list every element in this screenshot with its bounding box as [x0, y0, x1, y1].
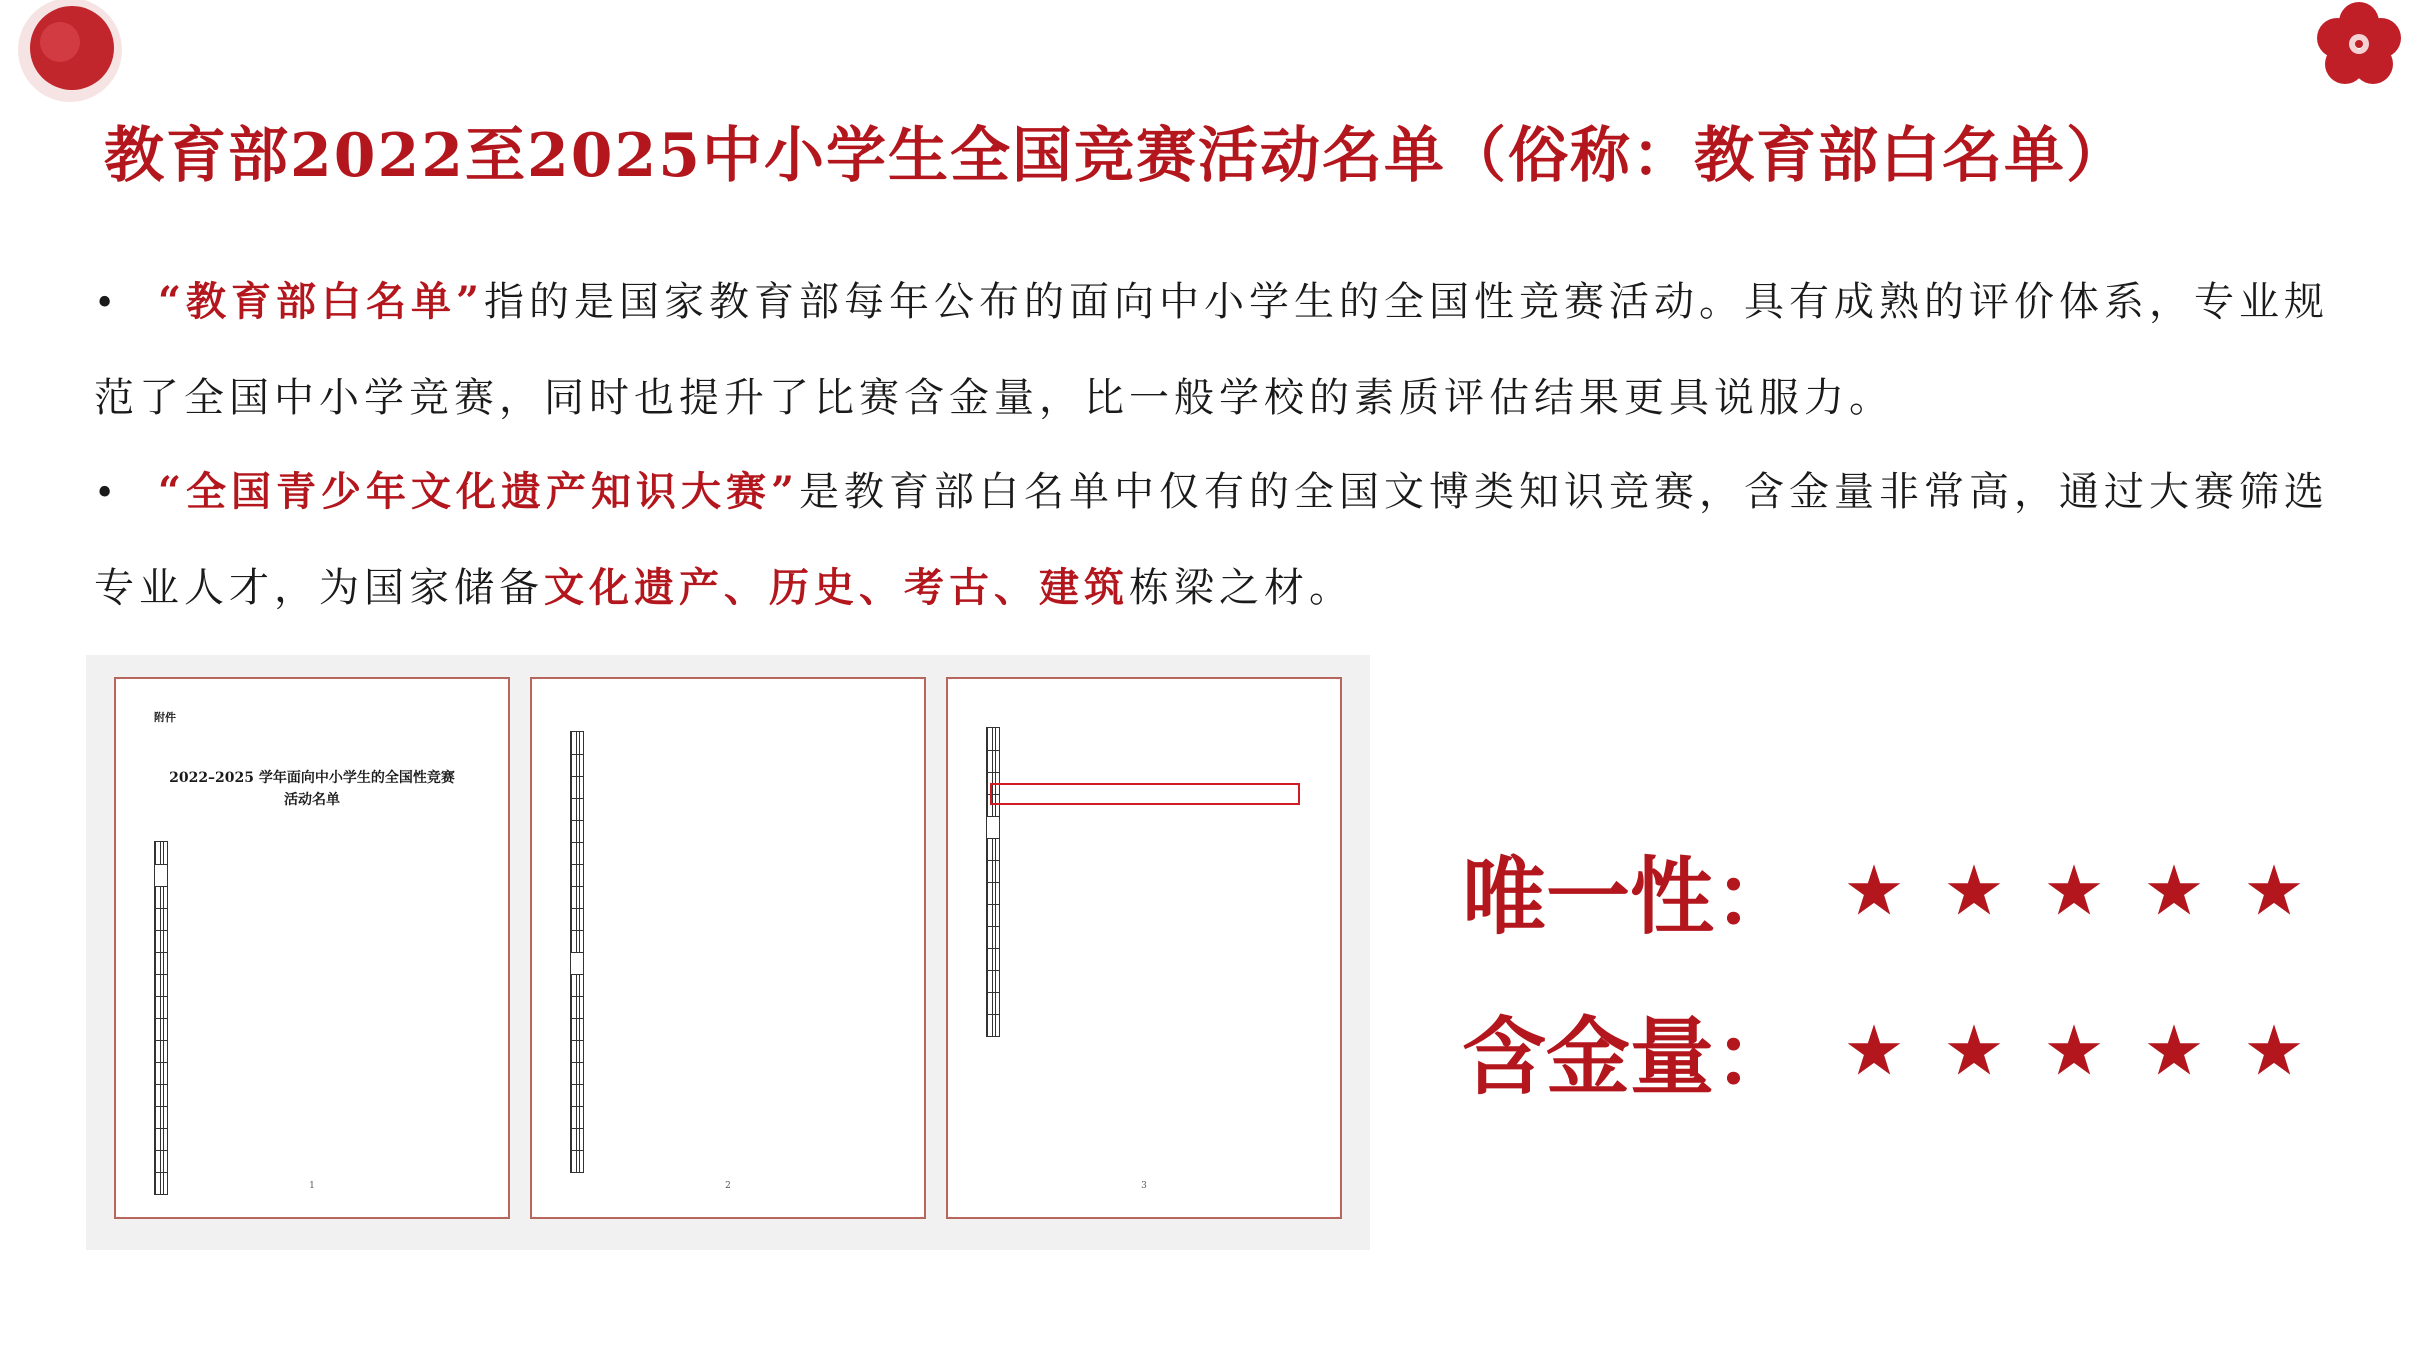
table-row	[987, 949, 1000, 971]
competition-table	[986, 727, 1000, 1037]
document-thumbnails	[86, 655, 1370, 1250]
star-icon	[2246, 862, 2302, 918]
table-cell	[164, 1107, 168, 1129]
table-row	[987, 728, 1000, 751]
table-cell	[164, 953, 168, 975]
table-row	[987, 817, 1000, 839]
table-row	[571, 997, 584, 1019]
table-row	[155, 1085, 168, 1107]
table-cell	[580, 997, 584, 1019]
table-row	[571, 953, 584, 975]
table-cell	[164, 1019, 168, 1041]
table-cell	[996, 993, 1000, 1015]
table-cell	[164, 887, 168, 909]
table-row	[571, 887, 584, 909]
table-cell	[996, 861, 1000, 883]
document-page-3	[946, 677, 1342, 1219]
competition-table	[570, 731, 584, 1173]
table-row	[571, 1041, 584, 1063]
table-row	[571, 865, 584, 887]
bullet-highlight: “全国青少年文化遗产知识大赛”	[158, 468, 800, 515]
table-row	[571, 843, 584, 865]
page-number: 3	[1141, 1181, 1147, 1191]
star-icon	[2146, 1022, 2202, 1078]
document-page-2	[530, 677, 926, 1219]
table-cell	[580, 755, 584, 777]
star-icon	[2246, 1022, 2302, 1078]
star-icon	[2046, 862, 2102, 918]
table-row	[155, 975, 168, 997]
table-cell	[164, 931, 168, 953]
page-number: 1	[309, 1181, 315, 1191]
competition-table	[154, 841, 168, 1195]
table-row	[155, 865, 168, 887]
table-cell	[580, 1041, 584, 1063]
table-row	[571, 1063, 584, 1085]
table-row	[155, 887, 168, 909]
table-row	[987, 927, 1000, 949]
star-rating	[1846, 1022, 2302, 1078]
bullet-marker: •	[94, 473, 121, 514]
bullet-text: 指的是国家教育部每年公布的面向中小学生的全国性竞赛活动。具有成熟的评价体系，专业规范了全国中小学竞赛，同时也提升了比赛含金量，比一般学校的素质评估结果更具说服力。	[94, 279, 2330, 421]
table-row	[155, 1107, 168, 1129]
table-row	[571, 732, 584, 755]
table-cell	[996, 949, 1000, 971]
table-cell	[580, 1063, 584, 1085]
table-cell	[580, 777, 584, 799]
table-row	[571, 777, 584, 799]
table-row	[571, 909, 584, 931]
table-cell	[996, 883, 1000, 905]
star-icon	[1946, 1022, 2002, 1078]
table-row	[571, 931, 584, 953]
table-cell	[580, 732, 584, 755]
document-title	[146, 767, 478, 811]
page-number: 2	[725, 1181, 731, 1191]
bullet-item-heritage-contest	[94, 445, 2344, 635]
bullet-text: 是教育部白名单中仅有的全国文博类知识竞赛，含金量非常高，通过大赛筛选专业人才，为国家储备	[94, 469, 2330, 611]
rating-value	[1462, 970, 2362, 1130]
table-cell	[580, 1107, 584, 1129]
table-row	[571, 1107, 584, 1129]
table-cell	[164, 1041, 168, 1063]
table-row	[155, 997, 168, 1019]
bullet-marker: •	[94, 283, 121, 324]
table-cell	[580, 975, 584, 997]
table-row	[571, 799, 584, 821]
table-row	[987, 751, 1000, 773]
table-cell	[164, 997, 168, 1019]
table-cell	[164, 842, 168, 865]
table-row	[155, 842, 168, 865]
table-cell	[164, 909, 168, 931]
table-cell	[996, 1015, 1000, 1037]
table-cell	[164, 1151, 168, 1173]
table-row	[571, 1129, 584, 1151]
table-cell	[996, 905, 1000, 927]
table-row	[571, 975, 584, 997]
table-row	[571, 821, 584, 843]
table-cell	[996, 839, 1000, 861]
bullet-highlight: “教育部白名单”	[158, 278, 485, 325]
table-cell	[996, 751, 1000, 773]
bullet-highlight-fields: 文化遗产、历史、考古、建筑	[544, 564, 1129, 611]
table-row	[155, 953, 168, 975]
table-row	[155, 931, 168, 953]
star-rating	[1846, 862, 2302, 918]
table-cell	[996, 728, 1000, 751]
table-cell	[996, 927, 1000, 949]
bullet-text-end: 栋梁之材。	[1129, 565, 1354, 611]
table-row	[155, 1041, 168, 1063]
rating-uniqueness	[1462, 810, 2362, 970]
table-row	[987, 883, 1000, 905]
table-row	[987, 905, 1000, 927]
star-icon	[2046, 1022, 2102, 1078]
document-title-line-1: 2022–2025 学年面向中小学生的全国性竞赛	[169, 770, 455, 786]
table-cell	[164, 1063, 168, 1085]
table-cell	[164, 1085, 168, 1107]
table-category-cell	[571, 953, 584, 975]
table-row	[155, 909, 168, 931]
table-cell	[580, 909, 584, 931]
bullet-item-whitelist	[94, 255, 2344, 445]
table-row	[155, 1063, 168, 1085]
table-cell	[580, 1129, 584, 1151]
table-category-cell	[987, 817, 1000, 839]
table-row	[987, 993, 1000, 1015]
slide-title: 教育部2022至2025中小学生全国竞赛活动名单（俗称：教育部白名单）	[104, 121, 2128, 191]
table-cell	[580, 1151, 584, 1173]
ratings-panel	[1462, 810, 2362, 1130]
document-title-line-2: 活动名单	[284, 792, 340, 808]
table-cell	[580, 1019, 584, 1041]
table-cell	[580, 799, 584, 821]
table-row	[155, 1129, 168, 1151]
rating-label: 含金量：	[1462, 1006, 1799, 1106]
document-page-1	[114, 677, 510, 1219]
table-cell	[580, 843, 584, 865]
star-icon	[2146, 862, 2202, 918]
bullet-list	[94, 255, 2344, 635]
table-row	[571, 1151, 584, 1173]
table-cell	[580, 887, 584, 909]
table-row	[155, 1019, 168, 1041]
star-icon	[1846, 1022, 1902, 1078]
table-row	[571, 1085, 584, 1107]
table-cell	[580, 865, 584, 887]
table-category-cell	[155, 865, 168, 887]
table-row	[987, 1015, 1000, 1037]
plum-blossom-icon	[2313, 0, 2405, 90]
table-row	[987, 861, 1000, 883]
rating-label: 唯一性：	[1462, 846, 1799, 946]
table-row	[987, 839, 1000, 861]
table-row	[987, 971, 1000, 993]
table-row	[571, 1019, 584, 1041]
table-cell	[164, 975, 168, 997]
table-cell	[580, 1085, 584, 1107]
table-row	[155, 1151, 168, 1173]
table-cell	[996, 971, 1000, 993]
table-row	[571, 755, 584, 777]
highlighted-row-box	[990, 783, 1300, 805]
table-cell	[164, 1129, 168, 1151]
attachment-tag: 附件	[154, 711, 176, 724]
star-icon	[1946, 862, 2002, 918]
star-icon	[1846, 862, 1902, 918]
table-cell	[580, 931, 584, 953]
table-cell	[580, 821, 584, 843]
